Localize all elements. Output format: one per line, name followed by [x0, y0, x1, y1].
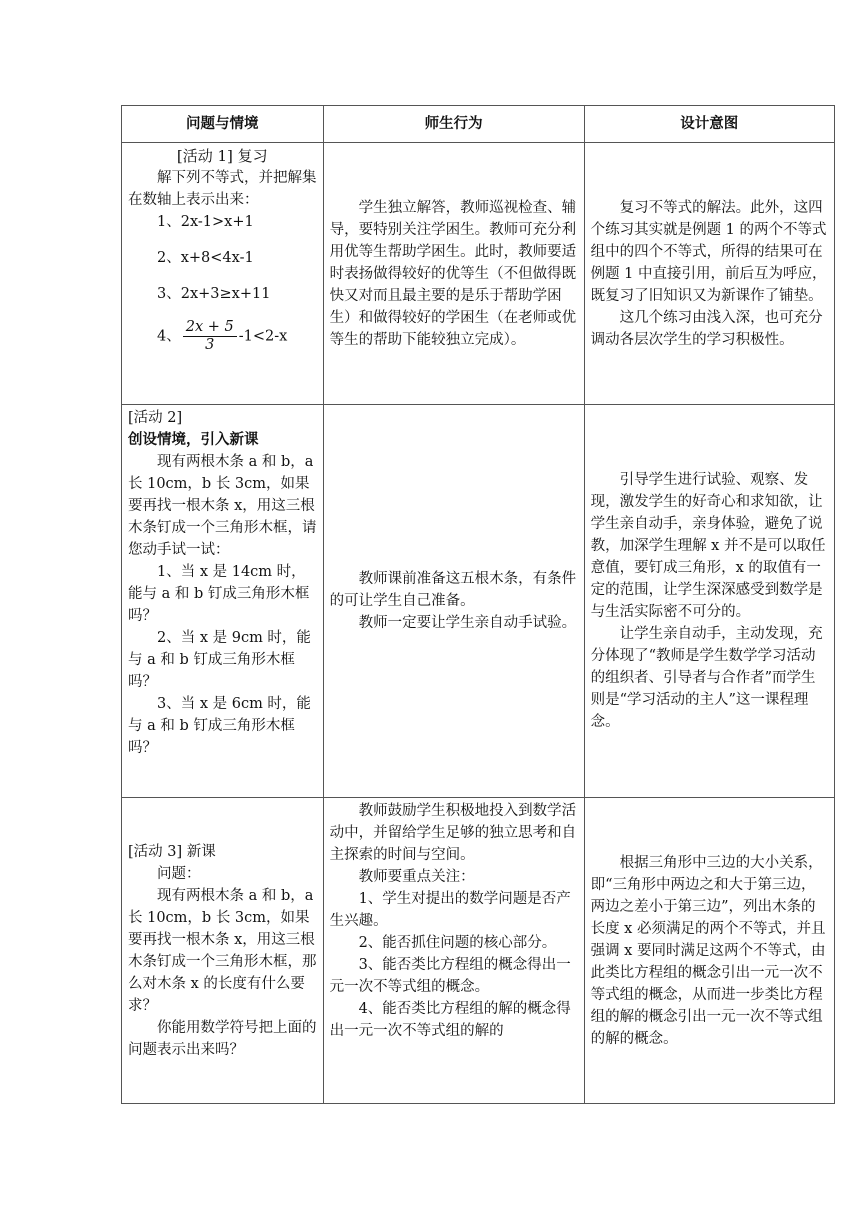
activity-3-action-p4: 2、能否抓住问题的核心部分。 [358, 935, 557, 951]
activity-3-intent-text: 根据三角形中三边的大小关系，即“三角形中两边之和大于第三边，两边之差小于第三边”，列出木条的长度 x 必须满足的两个不等式，并且强调 x 要同时满足这两个不等式，由此类比方程组的概念引出一元一次不等式组的概念，从而进一步类比方程组的解的概念引出一元一次不等式组的解的概念。 [590, 854, 826, 1047]
activity-1-intent-p2: 这几个练习由浅入深，也可充分调动各层次学生的学习积极性。 [590, 309, 823, 348]
activity-1-intro: 解下列不等式，并把解集在数轴上表示出来： [128, 170, 317, 208]
activity-2-subtitle: 创设情境，引入新课 [128, 432, 259, 448]
fraction: $\frac{2x + 5}{3}$ [183, 319, 237, 354]
activity-3-action-p6: 4、能否类比方程组的解的概念得出一元一次不等式组的解的 [329, 1001, 571, 1039]
exercise-1: 1、2x-1>x+1 [157, 214, 254, 230]
lesson-plan-table [121, 105, 835, 1104]
activity-2-action-p2: 教师一定要让学生亲自动手试验。 [358, 615, 577, 631]
activity-2-row [122, 405, 835, 798]
header-questions: 问题与情境 [122, 106, 324, 143]
activity-2-intro: 现有两根木条 a 和 b，a 长 10cm，b 长 3cm，如果要再找一根木条 x，用这三根木条钉成一个三角形木框，请您动手试一试： [128, 454, 317, 558]
activity-3-row [122, 798, 835, 1104]
activity-2-intent-p1: 引导学生进行试验、观察、发现，激发学生的好奇心和求知欲，让学生亲自动手，亲身体验，避免了说教，加深学生理解 x 并不是可以取任意值，要钉成三角形，x 的取值有一定的范围，让学生深深感受到数学是与生活实际密不可分的。 [590, 472, 826, 620]
activity-3-action-p5: 3、能否类比方程组的概念得出一元一次不等式组的概念。 [329, 957, 571, 995]
header-row [122, 106, 835, 143]
activity-1-row [122, 143, 835, 405]
activity-1-intent-p1: 复习不等式的解法。此外，这四个练习其实就是例题 1 的两个不等式组中的四个不等式，所得的结果可在例题 1 中直接引用，前后互为呼应，既复习了旧知识又为新课作了铺垫。 [590, 199, 827, 304]
activity-2-question-cell [122, 405, 324, 798]
activity-3-label: 问题： [157, 865, 201, 882]
activity-3-action-p1: 教师鼓励学生积极地投入到数学活动中，并留给学生足够的独立思考和自主探索的时间与空间。 [329, 803, 577, 863]
activity-3-ask: 你能用数学符号把上面的问题表示出来吗？ [128, 1019, 317, 1058]
header-actions: 师生行为 [323, 106, 584, 143]
activity-2-title: [活动 2] [128, 410, 183, 426]
exercise-3: 3、2x+3≥x+11 [157, 286, 271, 302]
activity-1-action-cell [323, 143, 584, 405]
activity-2-action-p1: 教师课前准备这五根木条，有条件的可让学生自己准备。 [329, 571, 577, 609]
activity-2-intent-cell [584, 405, 834, 798]
activity-3-action-p3: 1、学生对提出的数学问题是否产生兴趣。 [329, 891, 571, 929]
activity-1-question-cell [122, 143, 324, 405]
activity-3-action-cell [323, 798, 584, 1104]
activity-1-title: [活动 1] 复习 [176, 147, 268, 165]
activity-3-title: [活动 3] 新课 [128, 843, 216, 860]
activity-3-intent-cell [584, 798, 834, 1104]
activity-2-intent-p2: 让学生亲自动手，主动发现，充分体现了“教师是学生数学学习活动的组织者、引导者与合作者”而学生则是“学习活动的主人”这一课程理念。 [590, 626, 823, 730]
exercise-4: 4、 $\frac{2x + 5}{3}$ -1<2-x [157, 319, 288, 353]
header-intent: 设计意图 [584, 106, 834, 143]
activity-2-q3: 3、当 x 是 6cm 时，能与 a 和 b 钉成三角形木框吗？ [128, 696, 311, 756]
activity-3-action-p2: 教师要重点关注： [358, 869, 475, 885]
exercise-2: 2、x+8<4x-1 [157, 250, 254, 266]
activity-1-action-text: 学生独立解答，教师巡视检查、辅导，要特别关注学困生。教师可充分利用优等生帮助学困生。此时，教师要适时表扬做得较好的优等生（不但做得既快又对而且最主要的是乐于帮助学困生）和做得较好的学困生（在老师或优等生的帮助下能较独立完成）。 [329, 199, 577, 348]
activity-2-q1: 1、当 x 是 14cm 时，能与 a 和 b 钉成三角形木框吗？ [128, 564, 310, 624]
activity-3-intro: 现有两根木条 a 和 b，a 长 10cm，b 长 3cm，如果要再找一根木条 x，用这三根木条钉成一个三角形木框，那么对木条 x 的长度有什么要求？ [128, 887, 317, 1014]
activity-3-question-cell [122, 798, 324, 1104]
activity-1-intent-cell [584, 143, 834, 405]
activity-2-action-cell [323, 405, 584, 798]
activity-2-q2: 2、当 x 是 9cm 时，能与 a 和 b 钉成三角形木框吗？ [128, 630, 311, 690]
